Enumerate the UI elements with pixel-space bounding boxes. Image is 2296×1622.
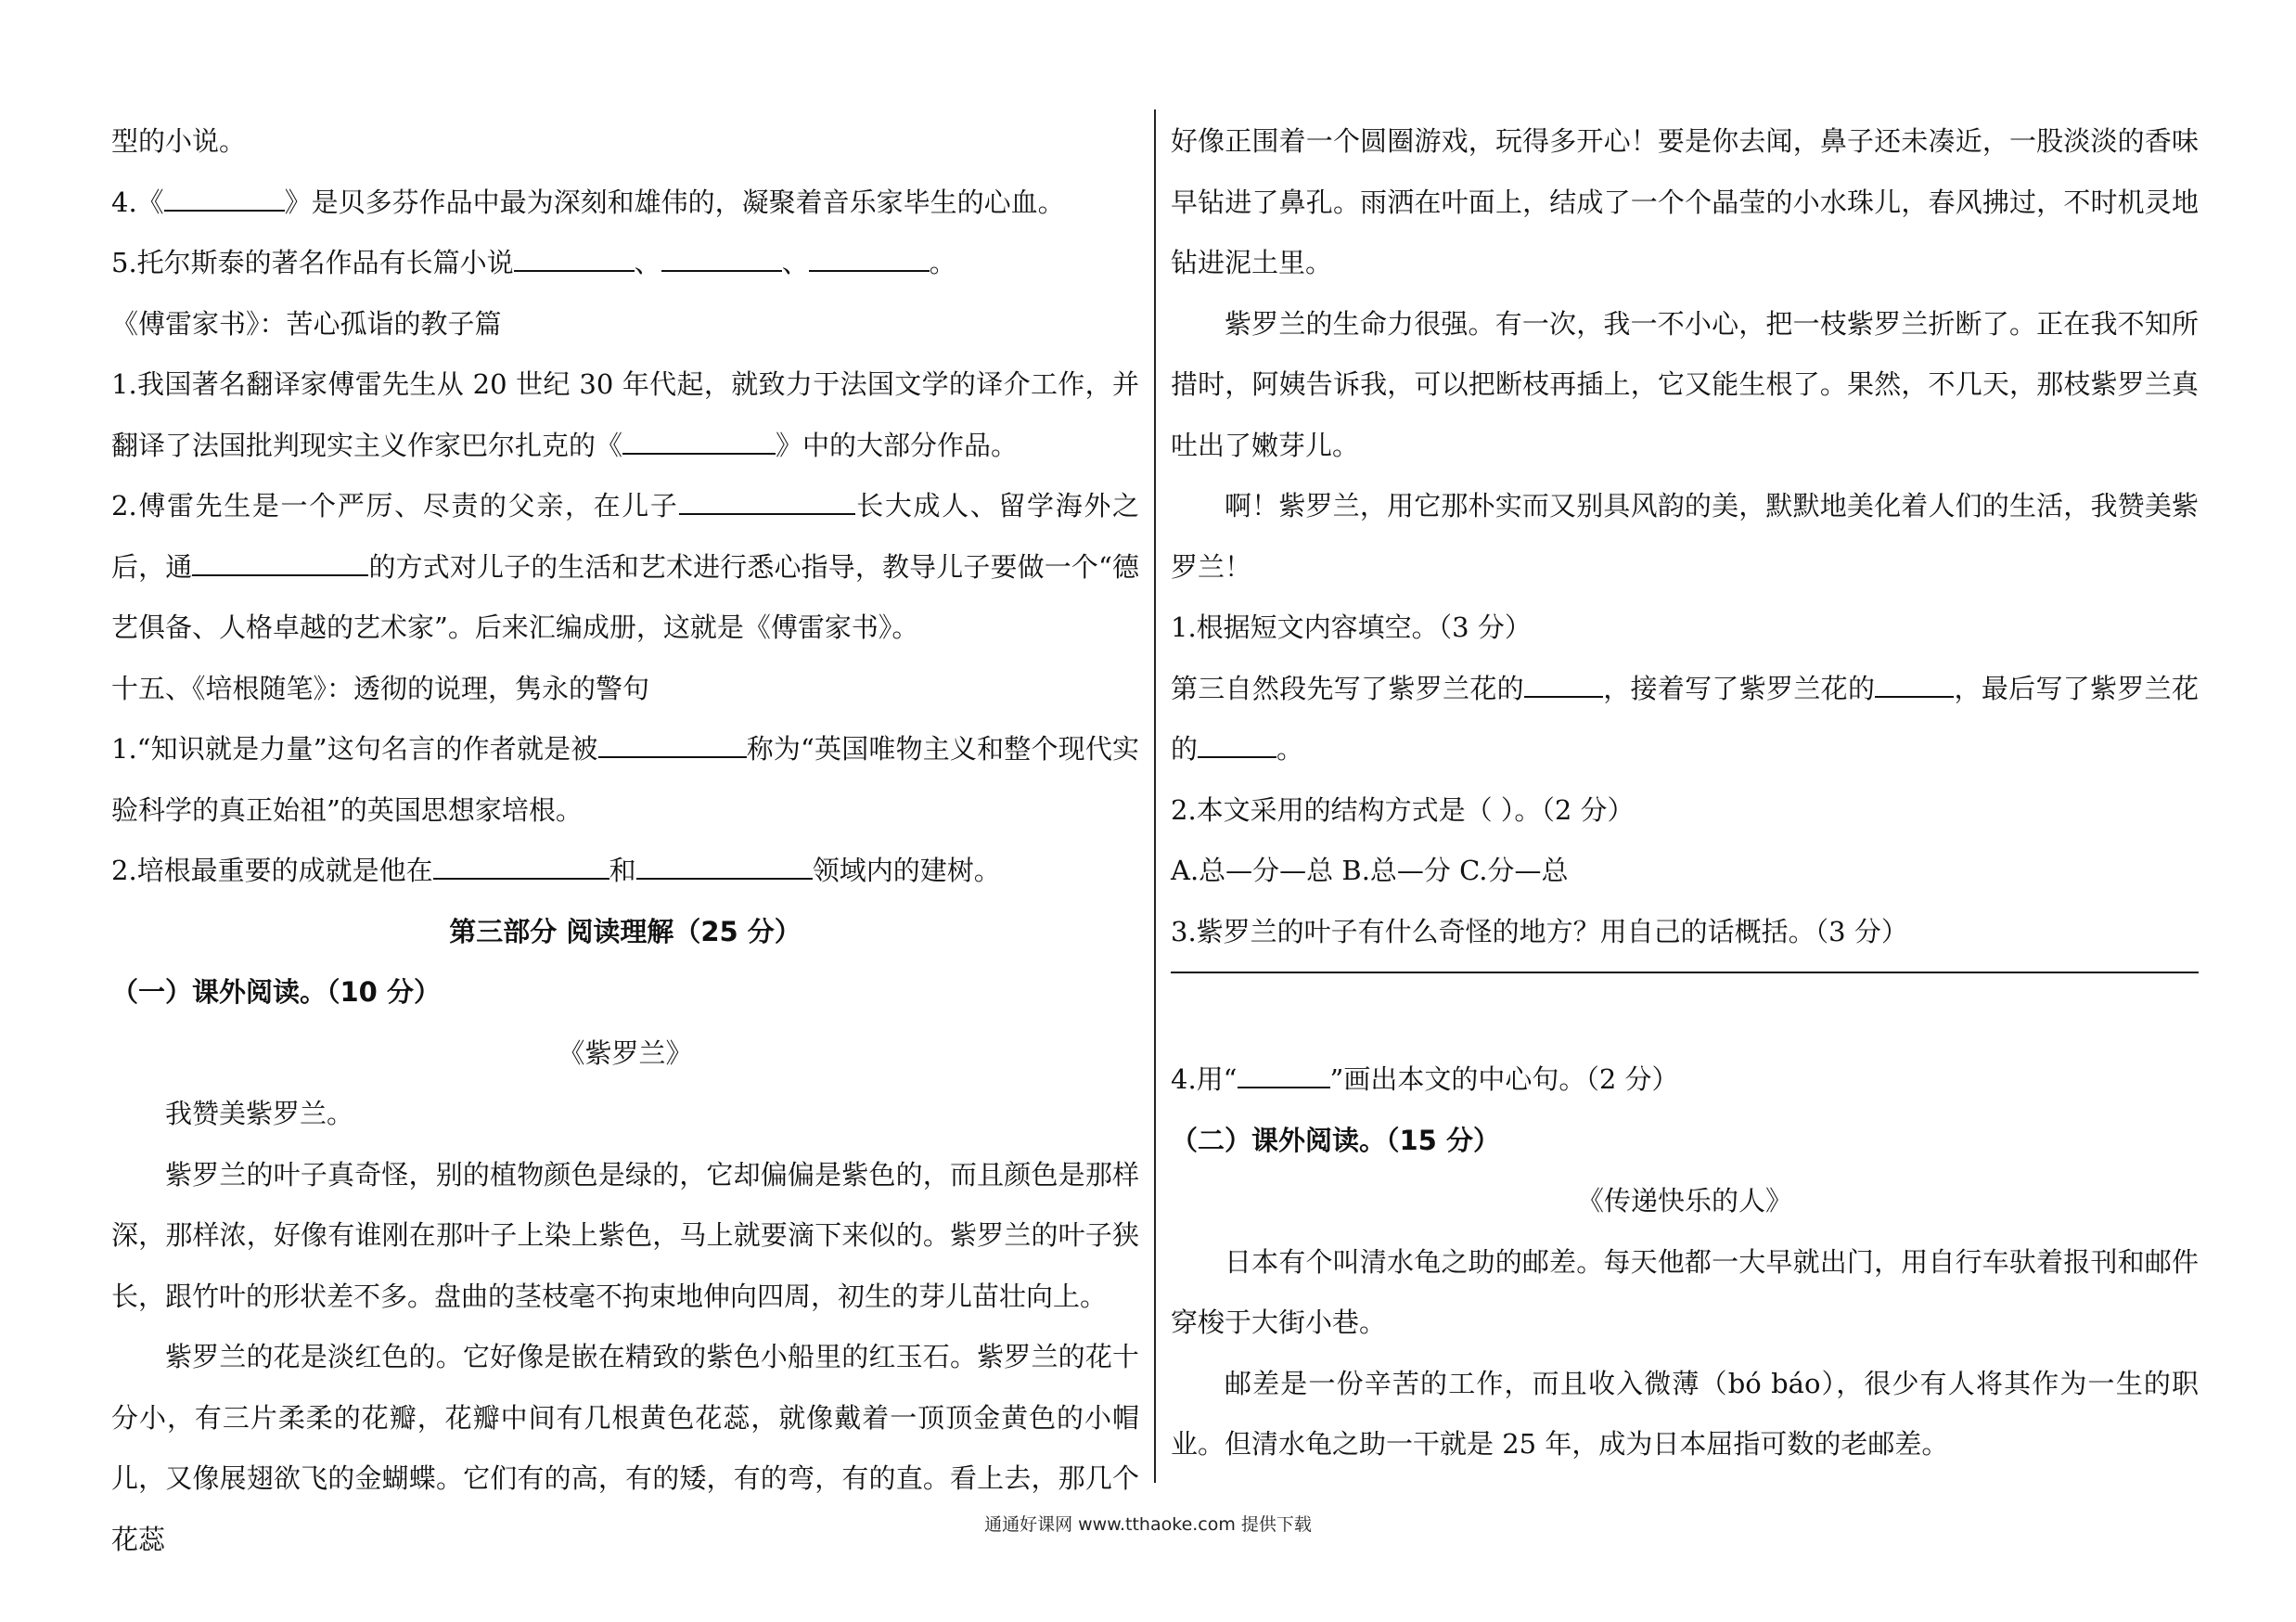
question-fulei-2: 2.傅雷先生是一个严厉、尽责的父亲，在儿子 长大成人、留学海外之后，通 的方式对儿子的生活和艺术进行悉心指导，教导儿子要做一个“德艺俱备、人格卓越的艺术家”。后来汇编成册，这就是《傅雷家书》。 xyxy=(111,490,1139,643)
text-line: 型的小说。 xyxy=(111,125,247,157)
question-4: 4.用“ ”画出本文的中心句。（2 分） xyxy=(1171,1063,1679,1095)
answer-blank[interactable] xyxy=(661,246,782,272)
paragraph: 啊！紫罗兰，用它那朴实而又别具风韵的美，默默地美化着人们的生活，我赞美紫罗兰！ xyxy=(1171,490,2199,583)
section-title: （一）课外阅读。（10 分） xyxy=(111,976,441,1008)
passage-title: 《传递快乐的人》 xyxy=(1576,1185,1792,1216)
left-column xyxy=(111,111,1139,1570)
answer-blank[interactable] xyxy=(1238,1062,1330,1088)
section-heading: 《傅雷家书》：苦心孤诣的教子篇 xyxy=(111,307,502,340)
question-2: 2.本文采用的结构方式是（ ）。（2 分） xyxy=(1171,793,1635,826)
paragraph: 我赞美紫罗兰。 xyxy=(165,1098,354,1129)
part-title: 第三部分 阅读理解（25 分） xyxy=(449,915,802,947)
question-fulei-1: 1.我国著名翻译家傅雷先生从 20 世纪 30 年代起，就致力于法国文学的译介工作，并翻译了法国批判现实主义作家巴尔扎克的《 》中的大部分作品。 xyxy=(111,368,1139,461)
answer-line[interactable] xyxy=(1171,972,2199,973)
question-5: 5.托尔斯泰的著名作品有长篇小说 、 、 。 xyxy=(111,247,956,278)
answer-blank[interactable] xyxy=(433,854,609,880)
paragraph: 紫罗兰的花是淡红色的。它好像是嵌在精致的紫色小船里的红玉石。紫罗兰的花十分小，有三片柔柔的花瓣，花瓣中间有几根黄色花蕊，就像戴着一顶顶金黄色的小帽儿，又像展翅欲飞的金蝴蝶。它们有的高，有的矮，有的弯，有的直。看上去，那几个花蕊 xyxy=(111,1341,1139,1555)
question-2-options: A.总—分—总 B.总—分 C.分—总 xyxy=(1171,855,1569,886)
right-column xyxy=(1171,111,2199,1475)
answer-blank[interactable] xyxy=(1524,671,1603,697)
question-1: 1.根据短文内容填空。（3 分） xyxy=(1171,611,1532,643)
section-title: （二）课外阅读。（15 分） xyxy=(1171,1124,1500,1156)
paragraph: 邮差是一份辛苦的工作，而且收入微薄（bó báo），很少有人将其作为一生的职业。但清水龟之助一干就是 25 年，成为日本屈指可数的老邮差。 xyxy=(1171,1367,2199,1460)
answer-blank[interactable] xyxy=(636,854,813,880)
answer-blank[interactable] xyxy=(598,732,747,758)
paragraph: 紫罗兰的叶子真奇怪，别的植物颜色是绿的，它却偏偏是紫色的，而且颜色是那样深，那样浓，好像有谁刚在那叶子上染上紫色，马上就要滴下来似的。紫罗兰的叶子狭长，跟竹叶的形状差不多。盘曲的茎枝毫不拘束地伸向四周，初生的芽儿苗壮向上。 xyxy=(111,1158,1139,1312)
answer-blank[interactable] xyxy=(809,246,930,272)
passage-title: 《紫罗兰》 xyxy=(558,1036,693,1069)
paragraph: 紫罗兰的生命力很强。有一次，我一不小心，把一枝紫罗兰折断了。正在我不知所措时，阿姨告诉我，可以把断枝再插上，它又能生根了。果然，不几天，那枝紫罗兰真吐出了嫩芽儿。 xyxy=(1171,307,2199,461)
answer-blank[interactable] xyxy=(514,246,635,272)
answer-blank[interactable] xyxy=(1198,732,1276,758)
paragraph: 日本有个叫清水龟之助的邮差。每天他都一大早就出门，用自行车驮着报刊和邮件穿梭于大街小巷。 xyxy=(1171,1245,2199,1338)
question-peigen-1: 1.“知识就是力量”这句名言的作者就是被 称为“英国唯物主义和整个现代实验科学的真正始祖”的英国思想家培根。 xyxy=(111,733,1139,826)
answer-blank[interactable] xyxy=(679,489,855,515)
answer-blank[interactable] xyxy=(164,185,285,211)
question-1-fill: 第三自然段先写了紫罗兰花的 ，接着写了紫罗兰花的 ，最后写了紫罗兰花的 。 xyxy=(1171,672,2199,765)
column-divider xyxy=(1154,109,1156,1483)
paragraph: 好像正围着一个圆圈游戏，玩得多开心！要是你去闻，鼻子还未凑近，一股淡淡的香味早钻进了鼻孔。雨洒在叶面上，结成了一个个晶莹的小水珠儿，春风拂过，不时机灵地钻进泥土里。 xyxy=(1171,125,2199,278)
answer-blank[interactable] xyxy=(1875,671,1954,697)
answer-blank[interactable] xyxy=(622,428,776,454)
question-peigen-2: 2.培根最重要的成就是他在 和 领域内的建树。 xyxy=(111,855,1001,886)
question-3: 3.紫罗兰的叶子有什么奇怪的地方？用自己的话概括。（3 分） xyxy=(1171,915,1908,947)
section-heading: 十五、《培根随笔》：透彻的说理，隽永的警句 xyxy=(111,672,650,704)
answer-blank[interactable] xyxy=(192,549,368,575)
question-4: 4.《 》是贝多芬作品中最为深刻和雄伟的，凝聚着音乐家毕生的心血。 xyxy=(111,186,1065,218)
page-footer: 通通好课网 www.tthaoke.com 提供下载 xyxy=(984,1514,1312,1535)
